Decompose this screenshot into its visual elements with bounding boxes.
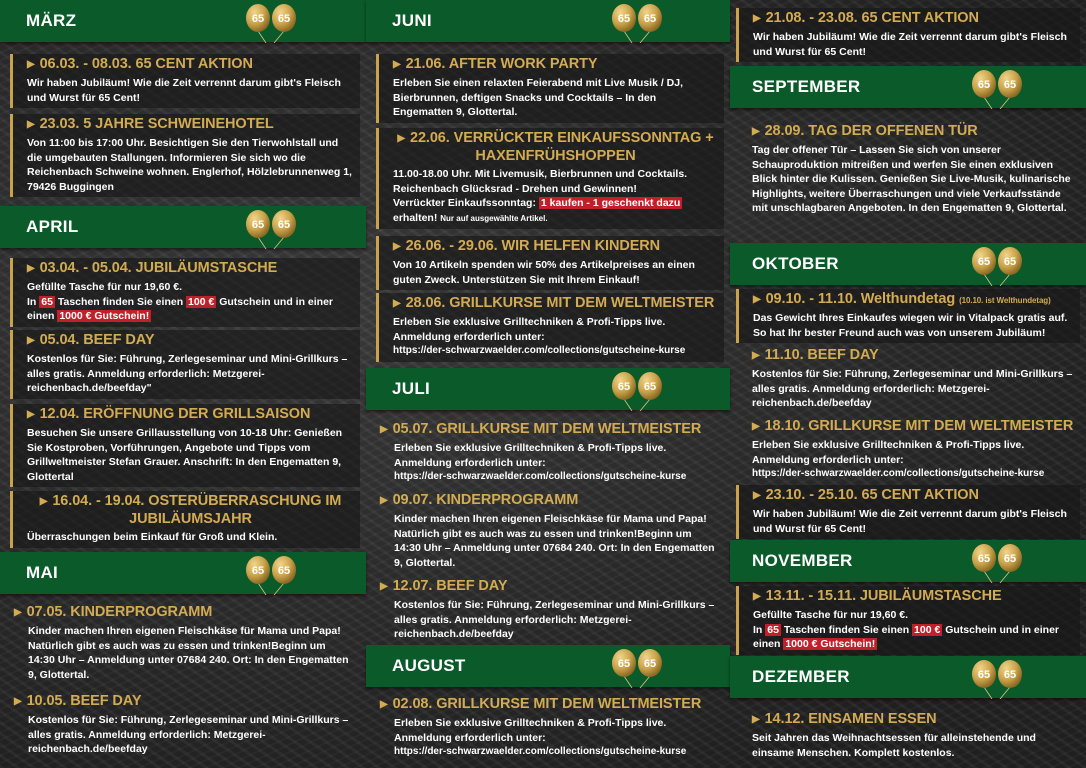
anniversary-balloons-icon: [970, 659, 1026, 699]
svg-text:65: 65: [277, 219, 291, 231]
month-header-maerz: [0, 0, 366, 42]
event-title: ▶ 03.04. - 05.04. JUBILÄUMSTASCHE: [27, 260, 354, 278]
event-title: ▶ 28.09. TAG DER OFFENEN TÜR: [752, 123, 1076, 141]
event-body: Kostenlos für Sie: Führung, Zerlegeseminar und Mini-Grillkurs – alles gratis. Anmeldung erforderlich: Metzgerei-reichenbach.de/beefday": [27, 353, 348, 394]
event-url: https://der-schwarzwaelder.com/collections/gutscheine-kurse: [394, 746, 687, 757]
column-left: [0, 0, 366, 768]
event-body: Kostenlos für Sie: Führung, Zerlegeseminar und Mini-Grillkurs – alles gratis. Anmeldung erforderlich: Metzgerei-reichenbach.de/beefday: [752, 368, 1073, 409]
event-title: ▶ 21.06. AFTER WORK PARTY: [393, 56, 718, 74]
anniversary-balloons-icon: [610, 648, 666, 688]
svg-text:65: 65: [1003, 79, 1017, 91]
svg-text:65: 65: [617, 13, 631, 25]
month-header-oktober: [730, 243, 1086, 285]
month-header-november: [730, 540, 1086, 582]
svg-text:65: 65: [1003, 669, 1017, 681]
event-juli-kinderprogramm: [394, 490, 724, 573]
event-body: Kostenlos für Sie: Führung, Zerlegeseminar und Mini-Grillkurs – alles gratis. Anmeldung erforderlich: Metzgerei-reichenbach.de/beefday: [394, 599, 715, 640]
svg-text:65: 65: [977, 669, 991, 681]
event-august-grillkurse: [394, 694, 724, 763]
anniversary-balloons-icon: [244, 555, 300, 595]
event-body: Erleben Sie exklusive Grilltechniken & Profi-Tipps live. Anmeldung erforderlich unter:: [394, 717, 667, 744]
event-body: Das Gewicht Ihres Einkaufes wiegen wir in Vitalpack gratis auf. So hat Ihr bester Freund auch was von unserem Jubiläum!: [753, 312, 1068, 339]
event-title: ▶ 11.10. BEEF DAY: [752, 347, 1076, 365]
highlight-badge: 1000 € Gutschein!: [59, 310, 150, 322]
month-header-april: [0, 206, 366, 248]
event-body: Gefüllte Tasche für nur 19,60 €. In 65 Taschen finden Sie einen 100 € Gutschein und in einer einen 1000 € Gutschein!: [27, 281, 333, 322]
event-april-osterueberraschung: [10, 491, 360, 548]
svg-text:65: 65: [643, 381, 657, 393]
event-title: ▶ 23.10. - 25.10. 65 CENT AKTION: [753, 487, 1074, 505]
event-august-65-cent: [736, 8, 1080, 62]
event-title: ▶ 09.07. KINDERPROGRAMM: [380, 492, 718, 510]
event-maerz-65-cent: [10, 54, 360, 108]
month-title: OKTOBER: [752, 254, 839, 273]
month-title: JULI: [392, 379, 431, 398]
event-april-grillsaison: [10, 404, 360, 487]
svg-text:65: 65: [277, 13, 291, 25]
month-header-september: [730, 66, 1086, 108]
event-juni-grillkurse: [376, 293, 724, 362]
event-juli-grillkurse: [394, 419, 724, 488]
event-url: https://der-schwarzwaelder.com/collections/gutscheine-kurse: [394, 471, 687, 482]
anniversary-balloons-icon: [244, 209, 300, 249]
month-title: DEZEMBER: [752, 667, 850, 686]
event-body: Kinder machen Ihren eigenen Fleischkäse für Mama und Papa! Natürlich gibt es auch was zu essen und trinken!Beginn um 14:30 Uhr – Anmeldung unter 07684 240. Ort: In den Engematten 9, Glottertal.: [28, 625, 349, 681]
highlight-badge: 1000 € Gutschein!: [785, 638, 876, 650]
month-header-juli: [366, 368, 730, 410]
event-juni-wir-helfen-kindern: [376, 236, 724, 290]
month-title: MAI: [26, 563, 59, 582]
event-body: Seit Jahren das Weihnachtsessen für alleinstehende und einsame Menschen. Komplett kostenlos.: [752, 732, 1036, 759]
event-title: ▶ 12.04. ERÖFFNUNG DER GRILLSAISON: [27, 406, 354, 424]
event-body: Überraschungen beim Einkauf für Groß und Klein.: [27, 531, 278, 543]
event-body: Wir haben Jubiläum! Wie die Zeit verrennt darum gibt's Fleisch und Wurst für 65 Cent!: [27, 77, 341, 104]
svg-text:65: 65: [643, 658, 657, 670]
event-body: Besuchen Sie unsere Grillausstellung von 10-18 Uhr: Genießen Sie Kostproben, Vorführungen, Angebote und Tipps vom Grillweltmeister Stefan Grauer. Anschrift: In den Engematten 9, Glottertal: [27, 427, 343, 483]
svg-text:65: 65: [617, 381, 631, 393]
event-oktober-welthundetag: [736, 289, 1080, 343]
event-title: ▶ 23.03. 5 JAHRE SCHWEINEHOTEL: [27, 116, 354, 134]
month-header-dezember: [730, 656, 1086, 698]
event-mai-kinderprogramm: [28, 602, 360, 685]
event-oktober-beef-day: [752, 345, 1082, 414]
event-body: Von 10 Artikeln spenden wir 50% des Artikelpreises an einen guten Zweck. Unterstützen Sie mit Ihrem Einkauf!: [393, 259, 695, 286]
anniversary-balloons-icon: [610, 3, 666, 43]
svg-text:65: 65: [643, 13, 657, 25]
event-juni-einkaufssonntag: [376, 128, 724, 229]
svg-text:65: 65: [277, 565, 291, 577]
event-juli-beef-day: [394, 576, 724, 645]
anniversary-balloons-icon: [970, 543, 1026, 583]
event-title: ▶ 18.10. GRILLKURSE MIT DEM WELTMEISTER: [752, 418, 1078, 436]
month-title: MÄRZ: [26, 11, 77, 30]
event-title: ▶ 12.07. BEEF DAY: [380, 578, 718, 596]
event-dezember-einsamen-essen: [752, 709, 1082, 763]
event-maerz-schweinehotel: [10, 114, 360, 197]
month-title: APRIL: [26, 217, 79, 236]
svg-text:65: 65: [977, 553, 991, 565]
event-mai-beef-day: [28, 691, 360, 760]
event-title: ▶ 09.10. - 11.10. Welthundetag (10.10. ist Welthundetag): [753, 291, 1074, 309]
event-title: ▶ 05.04. BEEF DAY: [27, 332, 354, 350]
event-body: 11.00-18.00 Uhr. Mit Livemusik, Bierbrunnen und Cocktails. Reichenbach Glücksrad - Drehen und Gewinnen! Verrückter Einkaufssonntag: 1 kaufen - 1 geschenkt dazu erhalten! Nur auf ausgewählte Artikel.: [393, 168, 688, 224]
event-body: Erleben Sie einen relaxten Feierabend mit Live Musik / DJ, Bierbrunnen, deftigen Snacks und Cocktails – In den Engematten 9, Glottertal.: [393, 77, 684, 118]
event-title: ▶ 13.11. - 15.11. JUBILÄUMSTASCHE: [753, 588, 1074, 606]
anniversary-balloons-icon: [970, 69, 1026, 109]
highlight-badge: 1 kaufen - 1 geschenkt dazu: [540, 197, 681, 209]
svg-text:65: 65: [251, 219, 265, 231]
event-september-tag-der-offenen-tuer: [752, 121, 1082, 219]
event-title: ▶ 05.07. GRILLKURSE MIT DEM WELTMEISTER: [380, 421, 718, 439]
svg-text:65: 65: [251, 565, 265, 577]
event-url: https://der-schwarzwaelder.com/collections/gutscheine-kurse: [393, 345, 686, 356]
event-april-beef-day: [10, 330, 360, 399]
month-title: SEPTEMBER: [752, 77, 861, 96]
anniversary-balloons-icon: [970, 246, 1026, 286]
event-title: ▶ 21.08. - 23.08. 65 CENT AKTION: [753, 10, 1074, 28]
event-body: Erleben Sie exklusive Grilltechniken & Profi-Tipps live. Anmeldung erforderlich unter:: [393, 316, 666, 343]
event-title: ▶ 26.06. - 29.06. WIR HELFEN KINDERN: [393, 238, 718, 256]
anniversary-balloons-icon: [244, 3, 300, 43]
event-body: Erleben Sie exklusive Grilltechniken & Profi-Tipps live. Anmeldung erforderlich unter:: [752, 439, 1025, 466]
event-oktober-grillkurse: [752, 416, 1084, 485]
event-url: https://der-schwarzwaelder.com/collections/gutscheine-kurse: [752, 468, 1045, 479]
event-body: Wir haben Jubiläum! Wie die Zeit verrennt darum gibt's Fleisch und Wurst für 65 Cent!: [753, 508, 1067, 535]
event-body: Wir haben Jubiläum! Wie die Zeit verrennt darum gibt's Fleisch und Wurst für 65 Cent!: [753, 31, 1067, 58]
event-title: ▶ 22.06. VERRÜCKTER EINKAUFSSONNTAG + HAXENFRÜHSHOPPEN: [393, 130, 718, 165]
event-title: ▶ 16.04. - 19.04. OSTERÜBERRASCHUNG IM JUBILÄUMSJAHR: [27, 493, 354, 528]
highlight-badge: 100 €: [188, 295, 215, 308]
event-title: ▶ 07.05. KINDERPROGRAMM: [14, 604, 354, 622]
column-right: [730, 0, 1086, 768]
event-juni-after-work-party: [376, 54, 724, 123]
event-body: Gefüllte Tasche für nur 19,60 €. In 65 Taschen finden Sie einen 100 € Gutschein und in einer einen 1000 € Gutschein!: [753, 609, 1059, 650]
month-header-mai: [0, 552, 366, 594]
svg-text:65: 65: [1003, 256, 1017, 268]
event-title: ▶ 14.12. EINSAMEN ESSEN: [752, 711, 1076, 729]
event-body: Von 11:00 bis 17:00 Uhr. Besichtigen Sie den Tierwohlstall und die umgebauten Stallungen. Informieren Sie sich wo die Reichenbach Schweine wohnen. Englerhof, Hölzlebrunnenweg 1, 79426 Buggingen: [27, 137, 352, 193]
svg-text:65: 65: [977, 256, 991, 268]
event-title: ▶ 02.08. GRILLKURSE MIT DEM WELTMEISTER: [380, 696, 718, 714]
event-oktober-65-cent: [736, 485, 1080, 539]
svg-text:65: 65: [977, 79, 991, 91]
event-november-jubilaeumstasche: [736, 586, 1080, 655]
event-title: ▶ 28.06. GRILLKURSE MIT DEM WELTMEISTER: [393, 295, 718, 313]
svg-text:65: 65: [617, 658, 631, 670]
highlight-badge: 65: [767, 623, 779, 636]
month-title: JUNI: [392, 11, 432, 30]
event-body: Kostenlos für Sie: Führung, Zerlegeseminar und Mini-Grillkurs – alles gratis. Anmeldung erforderlich: Metzgerei-reichenbach.de/beefday: [28, 714, 349, 755]
event-title: ▶ 06.03. - 08.03. 65 CENT AKTION: [27, 56, 354, 74]
highlight-badge: 100 €: [914, 623, 941, 636]
event-body: Erleben Sie exklusive Grilltechniken & Profi-Tipps live. Anmeldung erforderlich unter:: [394, 442, 667, 469]
month-header-august: [366, 645, 730, 687]
event-title: ▶ 10.05. BEEF DAY: [14, 693, 354, 711]
event-body: Kinder machen Ihren eigenen Fleischkäse für Mama und Papa! Natürlich gibt es auch was zu essen und trinken!Beginn um 14:30 Uhr – Anmeldung unter 07684 240. Ort: In den Engematten 9, Glottertal.: [394, 513, 715, 569]
anniversary-balloons-icon: [610, 371, 666, 411]
highlight-badge: 65: [41, 295, 53, 308]
event-april-jubilaeumstasche: [10, 258, 360, 327]
event-body: Tag der offener Tür – Lassen Sie sich von unserer Schauproduktion mitreißen und werfen Sie einen exklusiven Blick hinter die Kulissen. Genießen Sie Live-Musik, kulinarische Highlights, weitere Überraschungen und viele Verkaufsstände mit unschlagbaren Angeboten. In den Engematten 9, Glottertal.: [752, 144, 1071, 214]
svg-text:65: 65: [1003, 553, 1017, 565]
column-middle: [366, 0, 730, 768]
month-header-juni: [366, 0, 730, 42]
month-title: NOVEMBER: [752, 551, 853, 570]
svg-text:65: 65: [251, 13, 265, 25]
month-title: AUGUST: [392, 656, 466, 675]
